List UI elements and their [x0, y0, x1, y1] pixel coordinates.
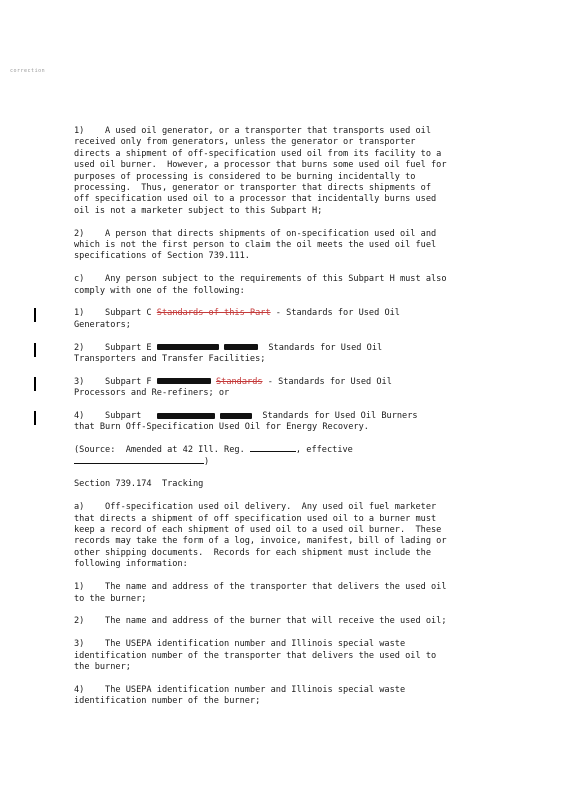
paragraph-a1: 1) The name and address of the transporter that delivers the used oil to the burner;: [74, 582, 447, 604]
change-bar: [34, 411, 36, 425]
list-item-text: - Standards for Used Oil Processors and Re-refiners; or: [74, 376, 392, 399]
redaction-mark: [220, 413, 252, 419]
source-text: (Source: Amended at 42 Ill. Reg.: [74, 445, 250, 456]
paragraph-2: 2) A person that directs shipments of on-specification used oil and which is not the first person to claim the oil meets the used oil fuel specifications of Section 739.111.: [74, 228, 437, 262]
list-item-text: - Standards for Used Oil Generators;: [74, 308, 400, 330]
list-item-text: 2) Subpart E: [74, 342, 157, 353]
change-bar: [34, 308, 36, 322]
corner-mark: correction: [10, 68, 46, 74]
redaction-mark: [157, 378, 211, 384]
list-item-subpart-c: [74, 308, 516, 331]
section-heading: Section 739.174 Tracking: [74, 479, 204, 490]
list-item-subpart-e: [74, 343, 516, 366]
source-text: , effective: [295, 445, 353, 456]
list-item-text: 1) Subpart C: [74, 308, 157, 319]
document-page: [74, 126, 516, 719]
struck-text: Standards of this Part: [156, 308, 271, 319]
list-item-text: Standards for Used Oil Transporters and Transfer Facilities;: [74, 342, 383, 365]
paragraph-a: a) Off-specification used oil delivery. Any used oil fuel marketer that directs a shipment of off specification used oil to a burner must keep a record of each shipment of used oil to a used oil burner. These records may take the form of a log, invoice, manifest, bill of lading or other shipping documents. Records for each shipment must include the following information:: [74, 502, 447, 570]
redaction-mark: [224, 344, 258, 350]
list-item-text: 4) Subpart: [74, 411, 147, 422]
struck-text: Standards: [215, 376, 263, 387]
blank-line: [74, 463, 204, 464]
paragraph-1: 1) A used oil generator, or a transporter that transports used oil received only from generators, unless the generator or transporter directs a shipment of off-specification used oil from its facility to a used oil burner. However, a processor that burns some used oil fuel for purposes of processing is considered to be burning incidentally to processing. Thus, generator or transporter that directs shipments of off specification used oil to a processor that incidentally burns used oil is not a marketer subject to this Subpart H;: [74, 126, 447, 216]
paragraph-a2: 2) The name and address of the burner that will receive the used oil;: [74, 616, 447, 627]
list-item-text: Standards for Used Oil Burners that Burn Off-Specification Used Oil for Energy Recovery.: [74, 411, 418, 433]
change-bar: [34, 343, 36, 357]
paragraph-c: c) Any person subject to the requirements of this Subpart H must also comply with one of the following:: [74, 274, 447, 296]
list-item-subpart-h: [74, 411, 516, 434]
blank-line: [250, 451, 296, 452]
redaction-mark: [157, 344, 219, 350]
change-bar: [34, 377, 36, 391]
redaction-mark: [157, 413, 215, 419]
list-item-text: 3) Subpart F: [74, 376, 157, 387]
paragraph-a4: 4) The USEPA identification number and Illinois special waste identification number of the burner;: [74, 684, 406, 707]
list-item-subpart-f: [74, 377, 516, 400]
source-note: (Source: Amended at 42 Ill. Reg. , effective ): [74, 445, 353, 467]
paragraph-a3: 3) The USEPA identification number and Illinois special waste identification number of the transporter that delivers the used oil to the burner;: [74, 639, 437, 672]
